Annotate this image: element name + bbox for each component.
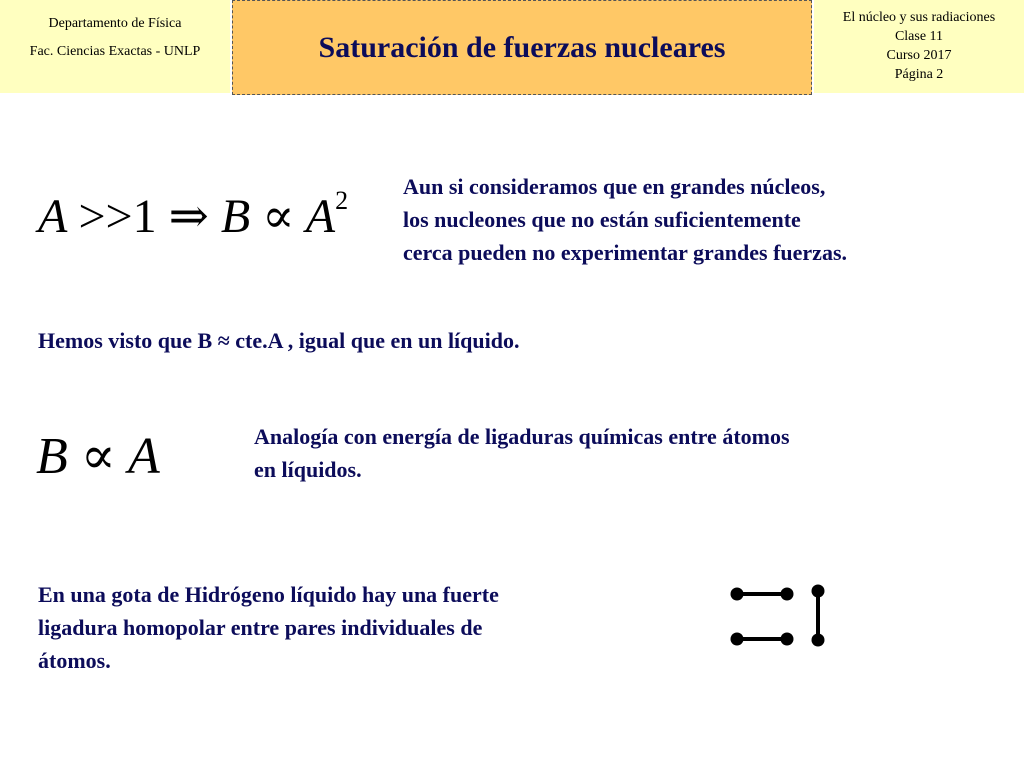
department-label: Departamento de Física: [48, 16, 182, 31]
eq1-much-greater: >>: [78, 190, 133, 243]
page-number-label: Página 2: [894, 67, 944, 82]
paragraph-large-nuclei: [403, 170, 847, 269]
paragraph-liquid-analogy: Hemos visto que B ≈ cte.A , igual que en un líquido.: [38, 328, 520, 353]
molecule-vertical: [812, 585, 825, 647]
paragraph-chemical-bonds: [254, 420, 790, 486]
p3-line-2: en líquidos.: [254, 457, 362, 482]
page-title: Saturación de fuerzas nucleares: [318, 31, 726, 64]
molecule-bottom-horizontal: [731, 633, 794, 646]
p4-line-2: ligadura homopolar entre pares individuales de: [38, 615, 483, 640]
equation-saturation: [38, 188, 348, 244]
faculty-label: Fac. Ciencias Exactas - UNLP: [29, 44, 201, 59]
equation-linear: [36, 426, 160, 486]
header-right-panel: [814, 0, 1024, 93]
p1-line-1: Aun si consideramos que en grandes núcleos,: [403, 174, 826, 199]
paragraph-hydrogen-drop: [38, 578, 499, 677]
p1-line-2: los nucleones que no están suficientemente: [403, 207, 801, 232]
header-left-panel: [0, 0, 230, 93]
eq1-proportional-icon: ∝: [262, 190, 295, 243]
eq2-var-a: A: [128, 428, 160, 485]
eq1-exponent: 2: [335, 186, 349, 215]
hydrogen-molecules-diagram: [725, 578, 835, 654]
p3-line-1: Analogía con energía de ligaduras químicas entre átomos: [254, 424, 790, 449]
p1-line-3: cerca pueden no experimentar grandes fuerzas.: [403, 240, 848, 265]
p4-line-3: átomos.: [38, 648, 111, 673]
molecule-top-horizontal: [731, 588, 794, 601]
class-label: Clase 11: [894, 29, 944, 44]
eq1-implies-icon: ⇒: [168, 190, 209, 243]
eq1-var-a2: A: [305, 190, 336, 243]
eq1-number: 1: [132, 190, 157, 243]
eq2-proportional-icon: ∝: [80, 428, 116, 485]
course-topic-label: El núcleo y sus radiaciones: [842, 10, 996, 25]
p4-line-1: En una gota de Hidrógeno líquido hay una fuerte: [38, 582, 499, 607]
eq1-var-b: B: [220, 190, 251, 243]
eq1-var-a: A: [38, 190, 67, 243]
course-label: Curso 2017: [886, 48, 952, 63]
header-title-panel: [232, 0, 812, 95]
eq2-var-b: B: [36, 428, 68, 485]
